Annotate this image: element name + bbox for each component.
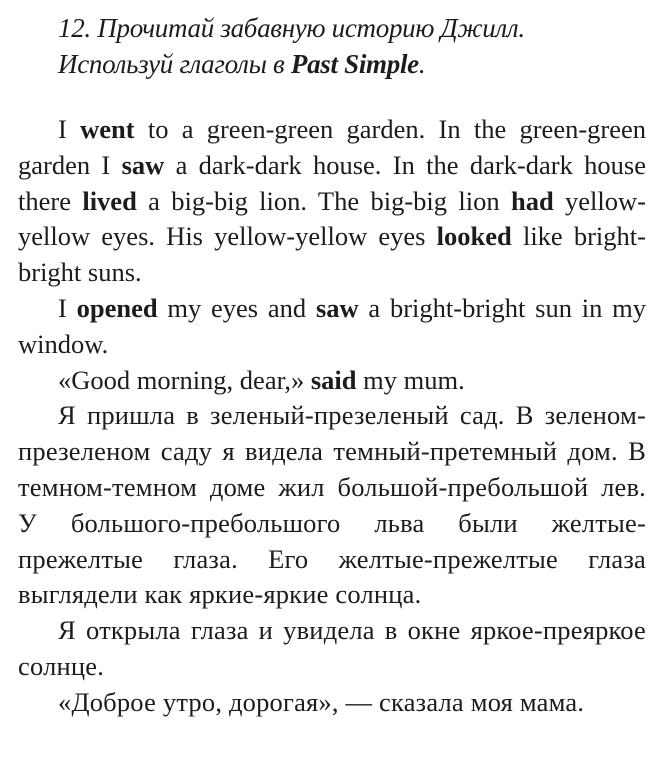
task-tense-name: Past Simple bbox=[290, 49, 419, 79]
task-instruction-2: Используй глаголы в bbox=[58, 49, 291, 79]
textbook-page bbox=[18, 0, 646, 721]
text-run: a big-big lion. The big-big lion bbox=[136, 185, 511, 216]
text-run: I bbox=[58, 292, 77, 323]
english-paragraph-3 bbox=[18, 363, 646, 399]
task-number: 12. bbox=[58, 13, 91, 43]
task-line-2 bbox=[58, 46, 646, 82]
text-run: «Good morning, dear,» bbox=[58, 364, 311, 395]
english-paragraph-2 bbox=[18, 291, 646, 363]
text-run: to a green-green garden. In the green-green garden I bbox=[18, 114, 646, 180]
task-line-1 bbox=[58, 10, 646, 46]
highlighted-verb: saw bbox=[315, 292, 359, 323]
highlighted-verb: saw bbox=[121, 149, 165, 180]
text-run: like bright-bright suns. bbox=[18, 221, 646, 288]
task-heading bbox=[18, 10, 646, 82]
english-paragraph-1 bbox=[18, 112, 646, 291]
highlighted-verb: opened bbox=[76, 292, 158, 323]
highlighted-verb: went bbox=[80, 114, 135, 144]
highlighted-verb: looked bbox=[436, 221, 512, 252]
task-instruction-1: Прочитай забавную историю Джилл. bbox=[97, 13, 525, 43]
text-run: I bbox=[58, 114, 81, 144]
text-run: my mum. bbox=[356, 364, 465, 395]
highlighted-verb: had bbox=[510, 185, 554, 216]
task-instruction-end: . bbox=[418, 49, 426, 79]
russian-paragraph-2: Я открыла глаза и увидела в окне яркое-преяркое солнце. bbox=[18, 615, 646, 681]
text-run: a bright-bright sun in my window. bbox=[18, 292, 646, 359]
story-text bbox=[18, 112, 646, 721]
russian-paragraph-1: Я пришла в зеленый-презеленый сад. В зеленом-презеленом саду я видела темный-претемный дом. В темном-темном доме жил большой-пребольшой лев. У большого-пребольшого льва были желтые-прежелтые глаза. Его желтые-прежелтые глаза выглядели как яркие-яркие солнца. bbox=[18, 400, 646, 610]
highlighted-verb: said bbox=[310, 364, 357, 395]
highlighted-verb: lived bbox=[82, 185, 137, 216]
text-run: my eyes and bbox=[157, 292, 316, 323]
text-run: a dark-dark house. In the dark-dark house there bbox=[18, 149, 646, 216]
text-run: yellow-yellow eyes. His yellow-yellow eyes bbox=[18, 185, 646, 252]
russian-paragraph-3: «Доброе утро, дорогая», — сказала моя мама. bbox=[58, 686, 585, 717]
